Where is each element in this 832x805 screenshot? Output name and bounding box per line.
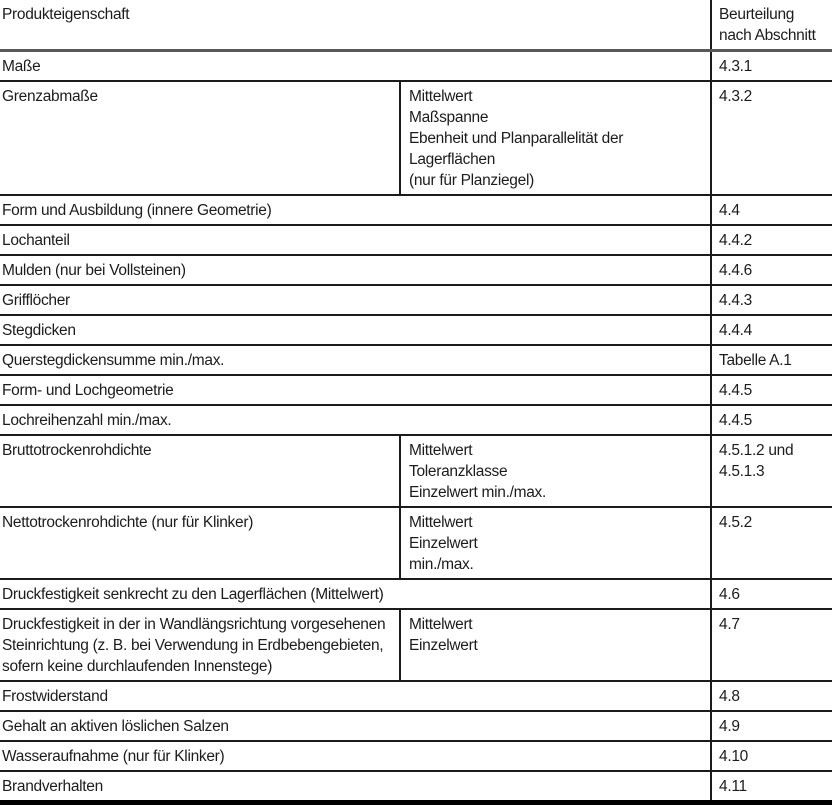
- sub-criteria-cell: [400, 507, 711, 579]
- property-cell: Grenzabmaße: [0, 81, 400, 195]
- sub-criteria-cell: [400, 435, 711, 507]
- sub-criteria-line: Toleranzklasse: [409, 463, 508, 480]
- sub-criteria-line: Einzelwert min./max.: [409, 484, 546, 501]
- table-row: [0, 315, 832, 345]
- header-assessment-section: Beurteilung nach Abschnitt: [711, 0, 832, 51]
- section-cell: 4.3.2: [711, 81, 832, 195]
- property-cell: Brandverhalten: [0, 771, 711, 803]
- table-row: [0, 771, 832, 803]
- property-cell: Form- und Lochgeometrie: [0, 375, 711, 405]
- sub-criteria-line: Mittelwert: [409, 514, 473, 531]
- sub-criteria-line: min./max.: [409, 556, 474, 573]
- sub-criteria-line: Einzelwert: [409, 637, 478, 654]
- section-cell: 4.5.1.2 und 4.5.1.3: [711, 435, 832, 507]
- table-row: [0, 51, 832, 82]
- table-row: [0, 681, 832, 711]
- section-cell: 4.4: [711, 195, 832, 225]
- table-row: [0, 711, 832, 741]
- property-cell: Nettotrockenrohdichte (nur für Klinker): [0, 507, 400, 579]
- property-cell: Druckfestigkeit in der in Wandlängsrichtung vorgesehenen Steinrichtung (z. B. bei Verwendung in Erdbebengebieten, sofern keine durchlaufenden Innenstege): [0, 609, 400, 681]
- property-cell: Querstegdickensumme min./max.: [0, 345, 711, 375]
- sub-criteria-line: Mittelwert: [409, 442, 473, 459]
- section-cell: 4.5.2: [711, 507, 832, 579]
- table-row: [0, 741, 832, 771]
- property-cell: Gehalt an aktiven löslichen Salzen: [0, 711, 711, 741]
- table-body: [0, 51, 832, 803]
- section-cell: Tabelle A.1: [711, 345, 832, 375]
- sub-criteria-line: Mittelwert: [409, 88, 473, 105]
- header-product-property: Produkteigenschaft: [0, 0, 711, 51]
- sub-criteria-line: Einzelwert: [409, 535, 478, 552]
- property-cell: Lochreihenzahl min./max.: [0, 405, 711, 435]
- property-cell: Grifflöcher: [0, 285, 711, 315]
- table-row: [0, 435, 832, 507]
- section-cell: 4.4.5: [711, 405, 832, 435]
- property-cell: Lochanteil: [0, 225, 711, 255]
- property-cell: Stegdicken: [0, 315, 711, 345]
- table-row: [0, 195, 832, 225]
- table-header-row: [0, 0, 832, 51]
- table-row: [0, 579, 832, 609]
- table-row: [0, 609, 832, 681]
- table-row: [0, 255, 832, 285]
- sub-criteria-line: Ebenheit und Planparallelität der Lagerflächen: [409, 130, 624, 168]
- sub-criteria-line: Maßspanne: [409, 109, 489, 126]
- section-cell: 4.6: [711, 579, 832, 609]
- property-cell: Wasseraufnahme (nur für Klinker): [0, 741, 711, 771]
- table-row: [0, 81, 832, 195]
- sub-criteria-cell: [400, 81, 711, 195]
- section-cell: 4.4.2: [711, 225, 832, 255]
- section-cell: 4.4.3: [711, 285, 832, 315]
- section-cell: 4.8: [711, 681, 832, 711]
- section-cell: 4.4.4: [711, 315, 832, 345]
- table-row: [0, 405, 832, 435]
- section-cell: 4.10: [711, 741, 832, 771]
- table-row: [0, 285, 832, 315]
- section-cell: 4.11: [711, 771, 832, 803]
- section-cell: 4.9: [711, 711, 832, 741]
- property-cell: Form und Ausbildung (innere Geometrie): [0, 195, 711, 225]
- sub-criteria-cell: [400, 609, 711, 681]
- property-cell: Frostwiderstand: [0, 681, 711, 711]
- table-row: [0, 225, 832, 255]
- section-cell: 4.4.6: [711, 255, 832, 285]
- property-cell: Bruttotrockenrohdichte: [0, 435, 400, 507]
- table-row: [0, 375, 832, 405]
- section-cell: 4.3.1: [711, 51, 832, 82]
- property-cell: Druckfestigkeit senkrecht zu den Lagerflächen (Mittelwert): [0, 579, 711, 609]
- property-cell: Mulden (nur bei Vollsteinen): [0, 255, 711, 285]
- section-cell: 4.7: [711, 609, 832, 681]
- section-cell: 4.4.5: [711, 375, 832, 405]
- property-cell: Maße: [0, 51, 711, 82]
- table-row: [0, 507, 832, 579]
- sub-criteria-line: Mittelwert: [409, 616, 473, 633]
- sub-criteria-line: (nur für Planziegel): [409, 172, 534, 189]
- table-row: [0, 345, 832, 375]
